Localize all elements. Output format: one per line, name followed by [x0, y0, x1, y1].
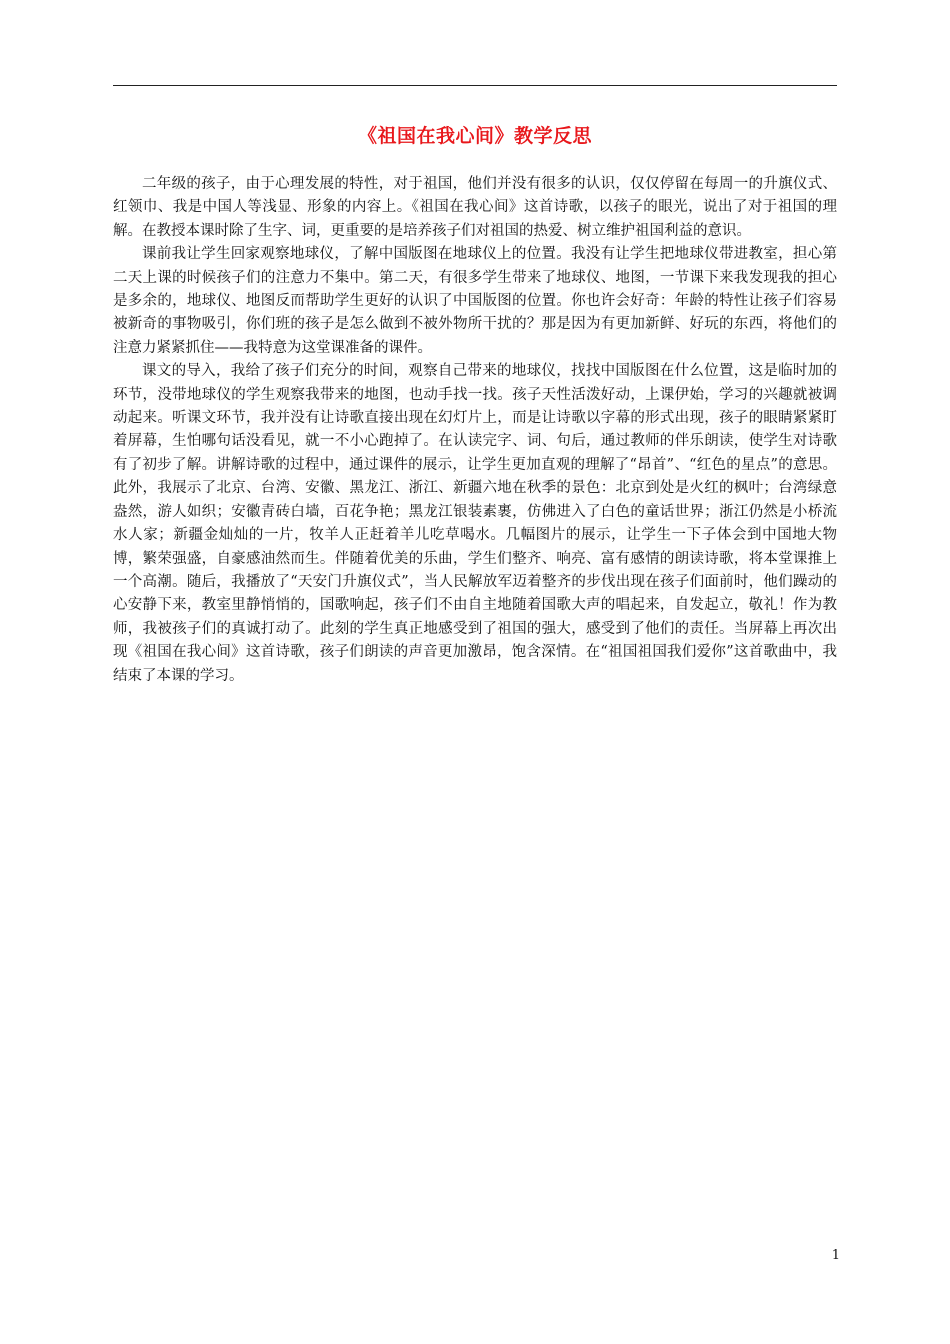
document-body [113, 173, 837, 688]
header-rule [113, 85, 837, 86]
paragraph-3: 课文的导入，我给了孩子们充分的时间，观察自己带来的地球仪，找找中国版图在什么位置，这是临时加的环节，没带地球仪的学生观察我带来的地图，也动手找一找。孩子天性活泼好动，上课伊始，学习的兴趣就被调动起来。听课文环节，我并没有让诗歌直接出现在幻灯片上，而是让诗歌以字幕的形式出现，孩子的眼睛紧紧盯着屏幕，生怕哪句话没看见，就一不小心跑掉了。在认读完字、词、句后，通过教师的伴乐朗读，使学生对诗歌有了初步了解。讲解诗歌的过程中，通过课件的展示，让学生更加直观的理解了“昂首”、“红色的星点”的意思。此外，我展示了北京、台湾、安徽、黑龙江、浙江、新疆六地在秋季的景色：北京到处是火红的枫叶；台湾绿意盎然，游人如织；安徽青砖白墙，百花争艳；黑龙江银装素裹，仿佛进入了白色的童话世界；浙江仍然是小桥流水人家；新疆金灿灿的一片，牧羊人正赶着羊儿吃草喝水。几幅图片的展示，让学生一下子体会到中国地大物博，繁荣强盛，自豪感油然而生。伴随着优美的乐曲，学生们整齐、响亮、富有感情的朗读诗歌，将本堂课推上一个高潮。随后，我播放了“天安门升旗仪式”，当人民解放军迈着整齐的步伐出现在孩子们面前时，他们躁动的心安静下来，教室里静悄悄的，国歌响起，孩子们不由自主地随着国歌大声的唱起来，自发起立，敬礼！作为教师，我被孩子们的真诚打动了。此刻的学生真正地感受到了祖国的强大，感受到了他们的责任。当屏幕上再次出现《祖国在我心间》这首诗歌，孩子们朗读的声音更加激昂，饱含深情。在“祖国祖国我们爱你”这首歌曲中，我结束了本课的学习。 [113, 363, 837, 684]
paragraph-2: 课前我让学生回家观察地球仪，了解中国版图在地球仪上的位置。我没有让学生把地球仪带进教室，担心第二天上课的时候孩子们的注意力不集中。第二天，有很多学生带来了地球仪、地图，一节课下来我发现我的担心是多余的，地球仪、地图反而帮助学生更好的认识了中国版图的位置。你也许会好奇：年龄的特性让孩子们容易被新奇的事物吸引，你们班的孩子是怎么做到不被外物所干扰的？那是因为有更加新鲜、好玩的东西，将他们的注意力紧紧抓住——我特意为这堂课准备的课件。 [113, 246, 837, 356]
document-title: 《祖国在我心间》教学反思 [357, 125, 592, 147]
paragraph-1: 二年级的孩子，由于心理发展的特性，对于祖国，他们并没有很多的认识，仅仅停留在每周一的升旗仪式、红领巾、我是中国人等浅显、形象的内容上。《祖国在我心间》这首诗歌，以孩子的眼光，说出了对于祖国的理解。在教授本课时除了生字、词，更重要的是培养孩子们对祖国的热爱、树立维护祖国利益的意识。 [113, 176, 837, 239]
page-number: 1 [831, 1248, 840, 1263]
